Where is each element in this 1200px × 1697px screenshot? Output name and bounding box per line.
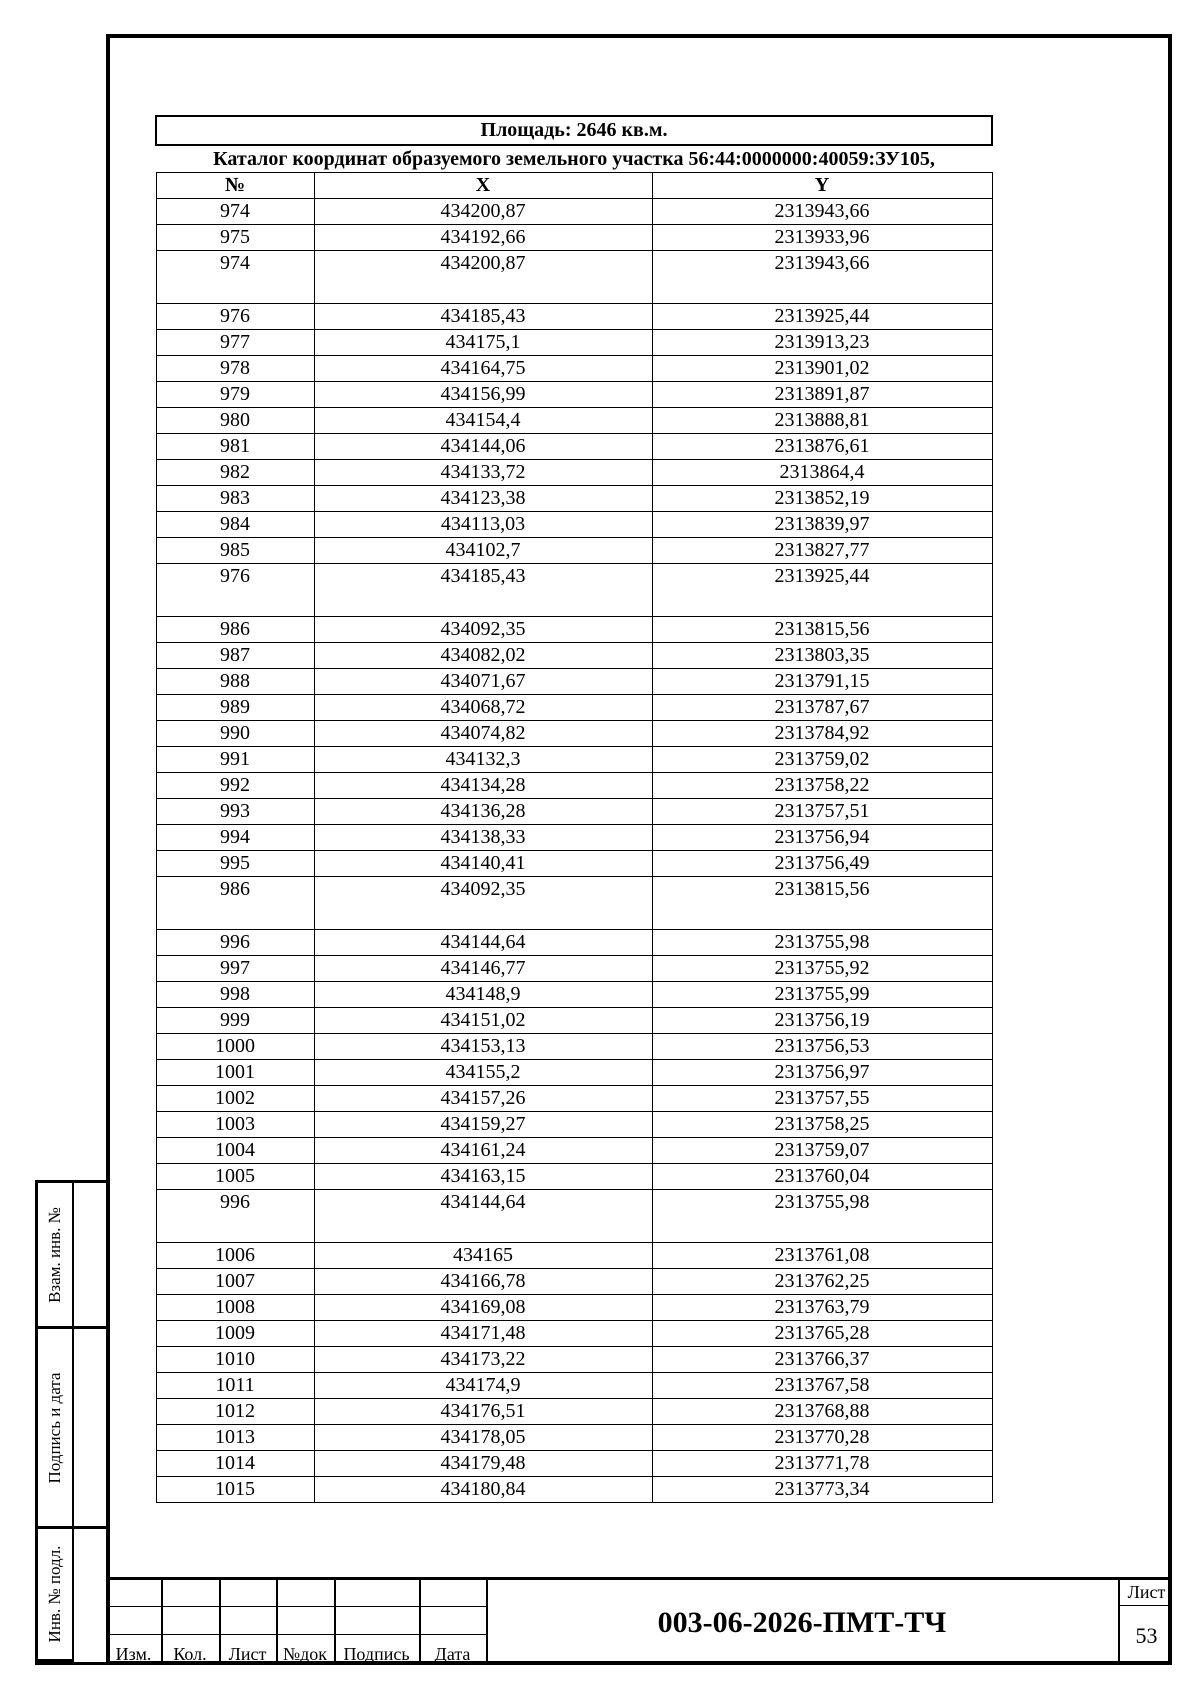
header-x: X: [314, 173, 652, 199]
y-value: 2313757,51: [652, 799, 992, 825]
point-number: 992: [156, 773, 314, 799]
side-label-signature: Подпись и дата: [45, 1372, 64, 1483]
table-row: [156, 747, 992, 773]
y-value: 2313771,78: [652, 1451, 992, 1477]
y-value: 2313756,49: [652, 851, 992, 877]
point-number: 1001: [156, 1060, 314, 1086]
side-cell-replacement: [38, 1183, 74, 1329]
table-row: [156, 434, 992, 460]
point-number: 979: [156, 382, 314, 408]
stamp-label-change: Изм.: [115, 1644, 152, 1664]
x-value: 434178,05: [314, 1425, 652, 1451]
x-value: 434169,08: [314, 1295, 652, 1321]
y-value: 2313761,08: [652, 1243, 992, 1269]
table-row: [156, 851, 992, 877]
point-number: 994: [156, 825, 314, 851]
table-row: [156, 1112, 992, 1138]
x-value: 434179,48: [314, 1451, 652, 1477]
y-value: 2313839,97: [652, 512, 992, 538]
y-value: 2313755,99: [652, 982, 992, 1008]
y-value: 2313766,37: [652, 1347, 992, 1373]
point-number: 1006: [156, 1243, 314, 1269]
table-row: [156, 1269, 992, 1295]
x-value: 434157,26: [314, 1086, 652, 1112]
y-value: 2313876,61: [652, 434, 992, 460]
x-value: 434071,67: [314, 669, 652, 695]
table-row: [156, 643, 992, 669]
header-number: №: [156, 173, 314, 199]
table-row: [156, 1008, 992, 1034]
point-number: 1007: [156, 1269, 314, 1295]
table-row: [156, 564, 992, 617]
table-row: [156, 1347, 992, 1373]
x-value: 434123,38: [314, 486, 652, 512]
y-value: 2313758,22: [652, 773, 992, 799]
table-row: [156, 460, 992, 486]
x-value: 434200,87: [314, 199, 652, 225]
point-number: 990: [156, 721, 314, 747]
side-blank-2: [74, 1329, 107, 1529]
point-number: 996: [156, 930, 314, 956]
point-number: 997: [156, 956, 314, 982]
side-strip: [35, 1180, 110, 1665]
table-row: [156, 617, 992, 643]
x-value: 434171,48: [314, 1321, 652, 1347]
x-value: 434176,51: [314, 1399, 652, 1425]
stamp-label-date: Дата: [434, 1644, 471, 1664]
x-value: 434082,02: [314, 643, 652, 669]
table-row: [156, 1321, 992, 1347]
point-number: 999: [156, 1008, 314, 1034]
y-value: 2313864,4: [652, 460, 992, 486]
point-number: 1013: [156, 1425, 314, 1451]
x-value: 434132,3: [314, 747, 652, 773]
table-row: [156, 225, 992, 251]
point-number: 981: [156, 434, 314, 460]
point-number: 988: [156, 669, 314, 695]
point-number: 1000: [156, 1034, 314, 1060]
y-value: 2313827,77: [652, 538, 992, 564]
y-value: 2313770,28: [652, 1425, 992, 1451]
stamp-label-doc: №док: [282, 1644, 328, 1664]
y-value: 2313759,07: [652, 1138, 992, 1164]
sheet-number: 53: [1135, 1623, 1158, 1648]
y-value: 2313757,55: [652, 1086, 992, 1112]
x-value: 434113,03: [314, 512, 652, 538]
x-value: 434153,13: [314, 1034, 652, 1060]
table-row: [156, 1399, 992, 1425]
point-number: 974: [156, 251, 314, 304]
x-value: 434148,9: [314, 982, 652, 1008]
x-value: 434146,77: [314, 956, 652, 982]
point-number: 1012: [156, 1399, 314, 1425]
table-row: [156, 1190, 992, 1243]
x-value: 434092,35: [314, 617, 652, 643]
table-row: [156, 1295, 992, 1321]
point-number: 1003: [156, 1112, 314, 1138]
x-value: 434180,84: [314, 1477, 652, 1503]
header-y: Y: [652, 173, 992, 199]
point-number: 984: [156, 512, 314, 538]
table-row: [156, 1086, 992, 1112]
y-value: 2313763,79: [652, 1295, 992, 1321]
table-row: [156, 721, 992, 747]
table-row: [156, 1243, 992, 1269]
y-value: 2313756,53: [652, 1034, 992, 1060]
point-number: 993: [156, 799, 314, 825]
y-value: 2313755,98: [652, 930, 992, 956]
x-value: 434156,99: [314, 382, 652, 408]
x-value: 434134,28: [314, 773, 652, 799]
point-number: 982: [156, 460, 314, 486]
point-number: 1002: [156, 1086, 314, 1112]
table-row: [156, 251, 992, 304]
title-block: [106, 1577, 1172, 1665]
point-number: 986: [156, 617, 314, 643]
table-row: [156, 408, 992, 434]
table-row: [156, 199, 992, 225]
y-value: 2313803,35: [652, 643, 992, 669]
side-blank-1: [74, 1183, 107, 1329]
table-row: [156, 1425, 992, 1451]
document-code: 003-06-2026-ПМТ-ТЧ: [657, 1606, 947, 1639]
x-value: 434140,41: [314, 851, 652, 877]
point-number: 974: [156, 199, 314, 225]
x-value: 434136,28: [314, 799, 652, 825]
y-value: 2313815,56: [652, 617, 992, 643]
area-text: Площадь: 2646 кв.м.: [156, 116, 992, 145]
point-number: 987: [156, 643, 314, 669]
point-number: 978: [156, 356, 314, 382]
table-row: [156, 695, 992, 721]
caption-row: [156, 145, 992, 173]
y-value: 2313756,97: [652, 1060, 992, 1086]
side-label-inventory: Инв. № подл.: [45, 1545, 64, 1643]
y-value: 2313891,87: [652, 382, 992, 408]
point-number: 986: [156, 877, 314, 930]
y-value: 2313765,28: [652, 1321, 992, 1347]
table-row: [156, 356, 992, 382]
y-value: 2313901,02: [652, 356, 992, 382]
point-number: 1011: [156, 1373, 314, 1399]
y-value: 2313756,19: [652, 1008, 992, 1034]
point-number: 1015: [156, 1477, 314, 1503]
table-row: [156, 538, 992, 564]
stamp-sheet-line: [1118, 1605, 1172, 1606]
y-value: 2313787,67: [652, 695, 992, 721]
x-value: 434092,35: [314, 877, 652, 930]
y-value: 2313933,96: [652, 225, 992, 251]
point-number: 1014: [156, 1451, 314, 1477]
point-number: 980: [156, 408, 314, 434]
x-value: 434161,24: [314, 1138, 652, 1164]
x-value: 434068,72: [314, 695, 652, 721]
x-value: 434166,78: [314, 1269, 652, 1295]
x-value: 434155,2: [314, 1060, 652, 1086]
x-value: 434175,1: [314, 330, 652, 356]
side-cell-inventory: [38, 1529, 74, 1662]
point-number: 976: [156, 304, 314, 330]
table-row: [156, 1164, 992, 1190]
table-row: [156, 330, 992, 356]
stamp-row-line-1: [106, 1606, 486, 1607]
y-value: 2313755,92: [652, 956, 992, 982]
x-value: 434165: [314, 1243, 652, 1269]
table-row: [156, 799, 992, 825]
table-row: [156, 669, 992, 695]
x-value: 434074,82: [314, 721, 652, 747]
y-value: 2313755,98: [652, 1190, 992, 1243]
point-number: 991: [156, 747, 314, 773]
point-number: 1010: [156, 1347, 314, 1373]
point-number: 996: [156, 1190, 314, 1243]
y-value: 2313758,25: [652, 1112, 992, 1138]
y-value: 2313913,23: [652, 330, 992, 356]
side-label-replacement: Взам. инв. №: [45, 1206, 64, 1303]
x-value: 434144,06: [314, 434, 652, 460]
table-row: [156, 1451, 992, 1477]
point-number: 975: [156, 225, 314, 251]
stamp-label-sheet: Лист: [228, 1644, 267, 1664]
x-value: 434159,27: [314, 1112, 652, 1138]
table-row: [156, 512, 992, 538]
x-value: 434138,33: [314, 825, 652, 851]
point-number: 983: [156, 486, 314, 512]
point-number: 985: [156, 538, 314, 564]
y-value: 2313943,66: [652, 199, 992, 225]
table-row: [156, 773, 992, 799]
point-number: 995: [156, 851, 314, 877]
stamp-label-quantity: Кол.: [173, 1644, 207, 1664]
point-number: 1005: [156, 1164, 314, 1190]
stamp-label-signature: Подпись: [343, 1644, 410, 1664]
x-value: 434102,7: [314, 538, 652, 564]
point-number: 998: [156, 982, 314, 1008]
table-row: [156, 1060, 992, 1086]
x-value: 434151,02: [314, 1008, 652, 1034]
y-value: 2313852,19: [652, 486, 992, 512]
x-value: 434163,15: [314, 1164, 652, 1190]
stamp-row-line-2: [106, 1634, 486, 1635]
table-row: [156, 956, 992, 982]
x-value: 434174,9: [314, 1373, 652, 1399]
point-number: 976: [156, 564, 314, 617]
y-value: 2313762,25: [652, 1269, 992, 1295]
x-value: 434200,87: [314, 251, 652, 304]
table-caption: Каталог координат образуемого земельного участка 56:44:0000000:40059:ЗУ105,: [213, 148, 935, 170]
x-value: 434164,75: [314, 356, 652, 382]
header-row: [156, 173, 992, 199]
x-value: 434144,64: [314, 930, 652, 956]
x-value: 434185,43: [314, 564, 652, 617]
table-row: [156, 825, 992, 851]
side-cell-signature: [38, 1329, 74, 1529]
y-value: 2313768,88: [652, 1399, 992, 1425]
y-value: 2313760,04: [652, 1164, 992, 1190]
x-value: 434133,72: [314, 460, 652, 486]
table-row: [156, 304, 992, 330]
table-row: [156, 1138, 992, 1164]
y-value: 2313784,92: [652, 721, 992, 747]
y-value: 2313925,44: [652, 304, 992, 330]
x-value: 434173,22: [314, 1347, 652, 1373]
table-row: [156, 486, 992, 512]
y-value: 2313888,81: [652, 408, 992, 434]
point-number: 1009: [156, 1321, 314, 1347]
y-value: 2313815,56: [652, 877, 992, 930]
table-row: [156, 930, 992, 956]
y-value: 2313791,15: [652, 669, 992, 695]
table-row: [156, 1373, 992, 1399]
y-value: 2313756,94: [652, 825, 992, 851]
table-row: [156, 982, 992, 1008]
point-number: 1004: [156, 1138, 314, 1164]
table-row: [156, 1477, 992, 1503]
table-row: [156, 877, 992, 930]
x-value: 434185,43: [314, 304, 652, 330]
point-number: 1008: [156, 1295, 314, 1321]
table-row: [156, 1034, 992, 1060]
point-number: 977: [156, 330, 314, 356]
y-value: 2313773,34: [652, 1477, 992, 1503]
sheet-label: Лист: [1127, 1582, 1166, 1602]
y-value: 2313943,66: [652, 251, 992, 304]
x-value: 434154,4: [314, 408, 652, 434]
table-row: [156, 382, 992, 408]
x-value: 434192,66: [314, 225, 652, 251]
area-row: [156, 116, 992, 145]
y-value: 2313925,44: [652, 564, 992, 617]
y-value: 2313767,58: [652, 1373, 992, 1399]
coordinate-table: [155, 115, 993, 1503]
y-value: 2313759,02: [652, 747, 992, 773]
x-value: 434144,64: [314, 1190, 652, 1243]
point-number: 989: [156, 695, 314, 721]
